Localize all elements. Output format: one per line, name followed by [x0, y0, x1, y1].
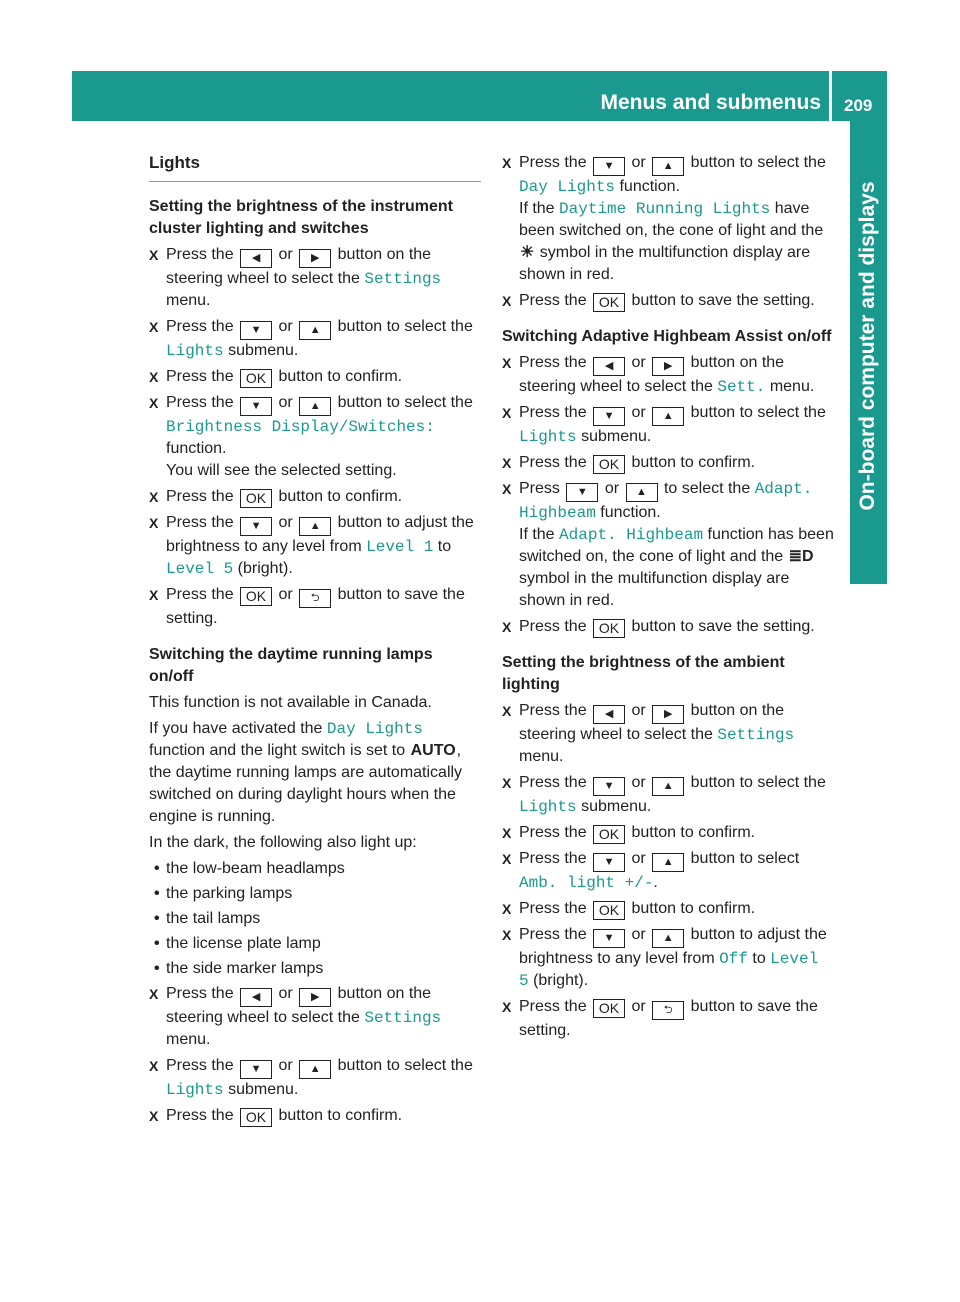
ok-key-icon: OK [593, 455, 625, 474]
subheading-instrument-brightness: Setting the brightness of the instrument cluster lighting and switches [149, 198, 454, 237]
ok-key-icon: OK [593, 619, 625, 638]
left-arrow-key-icon: ◀ [240, 249, 272, 268]
left-arrow-key-icon: ◀ [593, 357, 625, 376]
header-separator [829, 71, 832, 121]
step: X Press the ▼ or ▲ button to adjust the brightness to any level from Level 1 to Level 5 (bright). [149, 514, 474, 578]
up-arrow-key-icon: ▲ [652, 777, 684, 796]
list-item: • the low-beam headlamps [154, 860, 345, 877]
down-arrow-key-icon: ▼ [593, 157, 625, 176]
menu-name: Lights [166, 342, 224, 360]
up-arrow-key-icon: ▲ [299, 517, 331, 536]
step-marker: X [502, 901, 512, 917]
step-marker: X [502, 775, 512, 791]
right-arrow-key-icon: ▶ [652, 357, 684, 376]
right-arrow-key-icon: ▶ [299, 249, 331, 268]
step: X Press the ◀ or ▶ button on the steering wheel to select the Sett. menu. [502, 354, 815, 396]
step-marker: X [502, 405, 512, 421]
menu-name: Settings [364, 270, 442, 288]
up-arrow-key-icon: ▲ [652, 157, 684, 176]
page-header [72, 71, 887, 121]
step: X Press the ▼ or ▲ button to select the Lights submenu. [149, 1057, 473, 1099]
paragraph: In the dark, the following also light up: [149, 834, 417, 851]
step: X Press the ▼ or ▲ button to select the Lights submenu. [149, 318, 473, 360]
daytime-lights-icon: ☀ [520, 244, 535, 261]
step: X Press the OK button to confirm. [149, 1107, 403, 1125]
menu-name: Settings [364, 1009, 442, 1027]
chapter-side-tab [850, 121, 887, 584]
step-marker: X [149, 1108, 159, 1124]
step-marker: X [502, 851, 512, 867]
menu-name: Amb. light +/- [519, 874, 654, 892]
section-heading-lights: Lights [149, 152, 481, 182]
left-column [149, 152, 481, 1131]
chapter-label: On-board computer and displays [856, 181, 879, 511]
ok-key-icon: OK [240, 369, 272, 388]
auto-switch-icon: AUTO [410, 742, 456, 759]
ok-key-icon: OK [593, 999, 625, 1018]
ok-key-icon: OK [593, 901, 625, 920]
step: X Press the OK button to confirm. [502, 454, 756, 472]
menu-name: Lights [166, 1081, 224, 1099]
step: X Press the ◀ or ▶ button on the steering wheel to select the Settings menu. [502, 702, 795, 765]
menu-name: Off [719, 950, 748, 968]
step-marker: X [149, 319, 159, 335]
down-arrow-key-icon: ▼ [240, 397, 272, 416]
down-arrow-key-icon: ▼ [593, 407, 625, 426]
down-arrow-key-icon: ▼ [593, 853, 625, 872]
step-marker: X [502, 455, 512, 471]
menu-name: Settings [717, 726, 795, 744]
menu-name: Day Lights [519, 178, 616, 196]
step: X Press the ◀ or ▶ button on the steering wheel to select the Settings menu. [149, 246, 442, 309]
ok-key-icon: OK [593, 825, 625, 844]
step-marker: X [149, 1058, 159, 1074]
up-arrow-key-icon: ▲ [626, 483, 658, 502]
paragraph: If you have activated the Day Lights function and the light switch is set to AUTO, the daytime running lamps are automatically switched on during daylight hours when the engine is running. [149, 720, 463, 825]
subheading-daytime-lamps: Switching the daytime running lamps on/off [149, 646, 433, 685]
down-arrow-key-icon: ▼ [593, 777, 625, 796]
ok-key-icon: OK [593, 293, 625, 312]
step: X Press the ▼ or ▲ button to select the Brightness Display/Switches: function. You will see the selected setting. [149, 394, 473, 479]
back-key-icon: ⮌ [652, 1001, 684, 1020]
menu-name: Adapt. Highbeam [559, 526, 704, 544]
down-arrow-key-icon: ▼ [240, 517, 272, 536]
step-marker: X [149, 489, 159, 505]
step: X Press the OK button to save the setting. [502, 292, 815, 310]
left-arrow-key-icon: ◀ [240, 988, 272, 1007]
menu-name: Daytime Running Lights [559, 200, 771, 218]
menu-name: Level 5 [166, 560, 234, 578]
left-arrow-key-icon: ◀ [593, 705, 625, 724]
up-arrow-key-icon: ▲ [652, 853, 684, 872]
step: X Press the OK button to confirm. [149, 368, 403, 386]
step-marker: X [149, 395, 159, 411]
step: X Press the ▼ or ▲ button to select Amb. light +/-. [502, 850, 800, 892]
up-arrow-key-icon: ▲ [299, 321, 331, 340]
header-title: Menus and submenus [600, 91, 821, 114]
step: X Press the ▼ or ▲ button to select the Lights submenu. [502, 774, 826, 816]
up-arrow-key-icon: ▲ [652, 929, 684, 948]
ok-key-icon: OK [240, 1108, 272, 1127]
subheading-ambient-lighting: Setting the brightness of the ambient lighting [502, 654, 785, 693]
step-marker: X [502, 825, 512, 841]
down-arrow-key-icon: ▼ [240, 1060, 272, 1079]
highbeam-icon: ≣D [788, 548, 814, 565]
step: X Press ▼ or ▲ to select the Adapt. Highbeam function. If the Adapt. Highbeam function has been switched on, the cone of light and the ≣D symbol in the multifunction display are shown in red. [502, 480, 834, 609]
step-marker: X [502, 703, 512, 719]
menu-name: Lights [519, 428, 577, 446]
right-column [502, 152, 834, 1046]
step: X Press the OK or ⮌ button to save the setting. [502, 998, 818, 1039]
step: X Press the ◀ or ▶ button on the steering wheel to select the Settings menu. [149, 985, 442, 1048]
step: X Press the OK or ⮌ button to save the setting. [149, 586, 465, 627]
step-marker: X [149, 587, 159, 603]
list-item: • the side marker lamps [154, 960, 324, 977]
step-marker: X [502, 293, 512, 309]
up-arrow-key-icon: ▲ [299, 397, 331, 416]
step-marker: X [502, 999, 512, 1015]
step-marker: X [149, 247, 159, 263]
step: X Press the OK button to confirm. [502, 824, 756, 842]
menu-name: Sett. [717, 378, 766, 396]
subheading-highbeam-assist: Switching Adaptive Highbeam Assist on/off [502, 328, 832, 345]
paragraph: This function is not available in Canada. [149, 694, 432, 711]
down-arrow-key-icon: ▼ [240, 321, 272, 340]
step: X Press the OK button to confirm. [149, 488, 403, 506]
back-key-icon: ⮌ [299, 589, 331, 608]
step-marker: X [149, 369, 159, 385]
step-marker: X [149, 986, 159, 1002]
right-arrow-key-icon: ▶ [652, 705, 684, 724]
step-marker: X [502, 155, 512, 171]
list-item: • the parking lamps [154, 885, 293, 902]
menu-name: Brightness Display/Switches: [166, 418, 435, 436]
step: X Press the OK button to confirm. [502, 900, 756, 918]
step-marker: X [502, 481, 512, 497]
step: X Press the OK button to save the setting. [502, 618, 815, 636]
menu-name: Adapt. Highbeam [519, 480, 813, 522]
down-arrow-key-icon: ▼ [566, 483, 598, 502]
step: X Press the ▼ or ▲ button to select the Day Lights function. If the Daytime Running Lights have been switched on, the cone of light and the ☀ symbol in the multifunction display are shown in red. [502, 154, 826, 283]
menu-name: Level 1 [366, 538, 434, 556]
step-marker: X [502, 355, 512, 371]
down-arrow-key-icon: ▼ [593, 929, 625, 948]
list-item: • the license plate lamp [154, 935, 321, 952]
page-number: 209 [844, 96, 873, 115]
list-item: • the tail lamps [154, 910, 261, 927]
right-arrow-key-icon: ▶ [299, 988, 331, 1007]
step: X Press the ▼ or ▲ button to adjust the brightness to any level from Off to Level 5 (bright). [502, 926, 827, 990]
step-marker: X [149, 515, 159, 531]
step-marker: X [502, 619, 512, 635]
up-arrow-key-icon: ▲ [652, 407, 684, 426]
menu-name: Level 5 [519, 950, 819, 990]
step: X Press the ▼ or ▲ button to select the Lights submenu. [502, 404, 826, 446]
menu-name: Lights [519, 798, 577, 816]
ok-key-icon: OK [240, 587, 272, 606]
ok-key-icon: OK [240, 489, 272, 508]
menu-name: Day Lights [326, 720, 423, 738]
up-arrow-key-icon: ▲ [299, 1060, 331, 1079]
step-marker: X [502, 927, 512, 943]
